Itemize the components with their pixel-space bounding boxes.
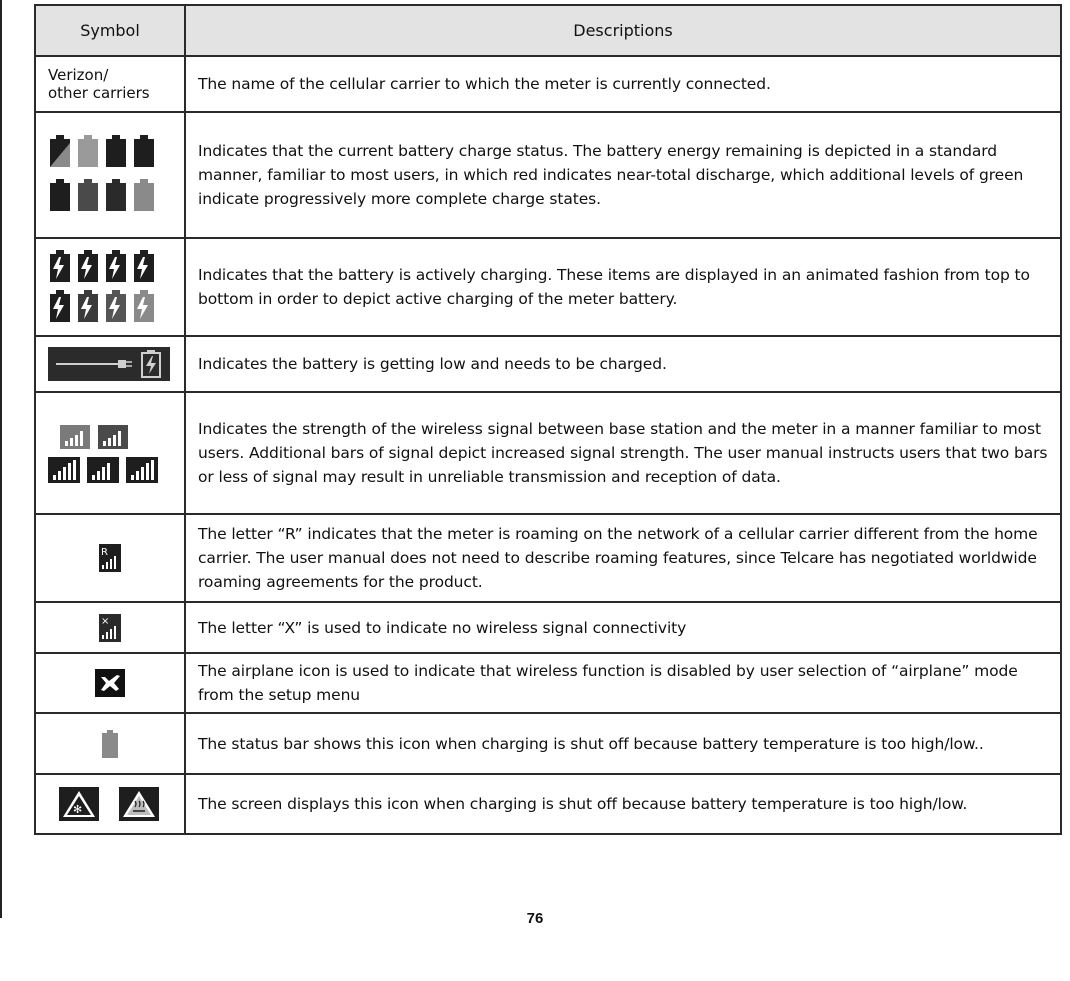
carrier-name-text [35,56,185,112]
battery-grey-icon [102,730,118,758]
row-description: The name of the cellular carrier to which the meter is currently connected. [185,56,1061,112]
roaming-letter: R [101,547,108,558]
row-description: Indicates that the battery is actively charging. These items are displayed in an animated fashion from top to bottom in order to depict active charging of the meter battery. [185,238,1061,336]
table-row [35,653,1061,713]
table-row [35,56,1061,112]
table-row [35,112,1061,238]
battery-level-icons [48,135,158,215]
row-description: The status bar shows this icon when charging is shut off because battery temperature is too high/low.. [185,713,1061,774]
table-row [35,336,1061,392]
table-row [35,392,1061,514]
table-row [35,514,1061,602]
svg-text:✻: ✻ [73,803,83,816]
battery-charging-icons [48,250,158,324]
table-row [35,713,1061,774]
row-description: The letter “X” is used to indicate no wireless signal connectivity [185,602,1061,653]
row-description: Indicates the strength of the wireless signal between base station and the meter in a manner familiar to most users. Additional bars of signal depict increased signal strength. The user manual instructs users that two bars or less of signal may result in unreliable transmission and reception of data. [185,392,1061,514]
page-number: 76 [526,910,544,927]
table-row [35,774,1061,834]
header-descriptions: Descriptions [185,5,1061,56]
plug-low-battery-icon [48,347,170,381]
row-description: Indicates that the current battery charge status. The battery energy remaining is depicted in a standard manner, familiar to most users, in which red indicates near-total discharge, which additional levels of green indicate progressively more complete charge states. [185,112,1061,238]
header-symbol: Symbol [35,5,185,56]
roaming-signal-icon [99,544,121,572]
signal-strength-icons [48,421,160,485]
table-row [35,602,1061,653]
row-description: Indicates the battery is getting low and needs to be charged. [185,336,1061,392]
carrier-symbol-text: Verizon/ other carriers [48,66,150,102]
left-margin-rule [0,0,2,918]
row-description: The airplane icon is used to indicate that wireless function is disabled by user selection of “airplane” mode from the setup menu [185,653,1061,713]
no-signal-letter: × [101,615,110,627]
row-description: The screen displays this icon when charging is shut off because battery temperature is too high/low. [185,774,1061,834]
airplane-icon [95,669,125,697]
symbol-table [34,4,1062,835]
no-signal-icon [99,614,121,642]
table-row [35,238,1061,336]
table-header-row [35,5,1061,56]
row-description: The letter “R” indicates that the meter is roaming on the network of a cellular carrier different from the home carrier. The user manual does not need to describe roaming features, since Telcare has negotiated worldwide roaming agreements for the product. [185,514,1061,602]
temperature-warning-icons [55,787,165,821]
